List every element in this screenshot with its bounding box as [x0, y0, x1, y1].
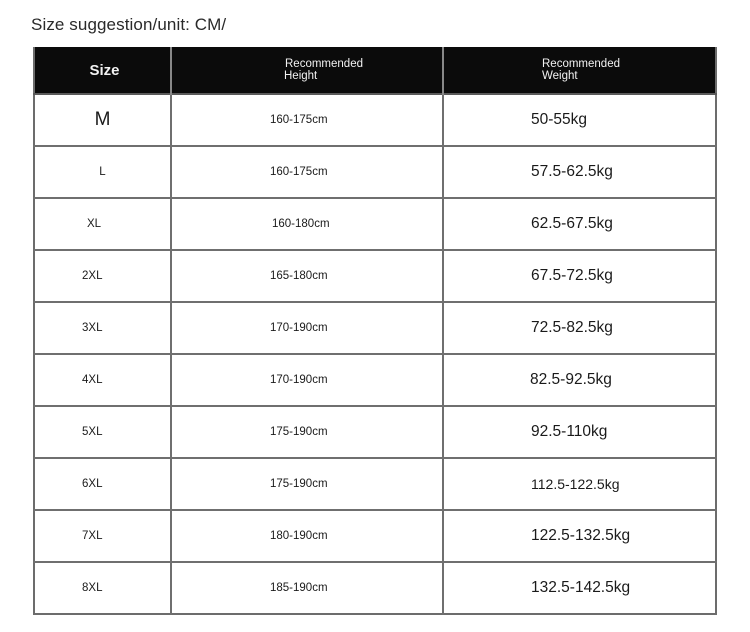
weight-cell: 50-55kg [443, 94, 716, 146]
weight-cell: 57.5-62.5kg [443, 146, 716, 198]
table-row [34, 406, 716, 458]
size-cell: 4XL [34, 354, 171, 406]
size-cell: 8XL [34, 562, 171, 614]
weight-cell: 122.5-132.5kg [443, 510, 716, 562]
size-cell: 3XL [34, 302, 171, 354]
size-cell: 6XL [34, 458, 171, 510]
height-column-header [171, 47, 443, 94]
height-cell: 175-190cm [171, 458, 443, 510]
weight-header-line2: Weight [542, 70, 578, 82]
weight-cell: 72.5-82.5kg [443, 302, 716, 354]
weight-cell: 67.5-72.5kg [443, 250, 716, 302]
size-suggestion-caption: Size suggestion/unit: CM/ [31, 15, 227, 34]
height-cell: 175-190cm [171, 406, 443, 458]
height-cell: 180-190cm [171, 510, 443, 562]
table-row [34, 94, 716, 146]
table-row [34, 302, 716, 354]
weight-cell: 82.5-92.5kg [443, 354, 716, 406]
size-chart-table [33, 47, 717, 615]
weight-header-line1: Recommended [542, 58, 620, 70]
weight-cell: 62.5-67.5kg [443, 198, 716, 250]
table-row [34, 250, 716, 302]
height-cell: 165-180cm [171, 250, 443, 302]
height-cell: 160-175cm [171, 146, 443, 198]
height-header-line1: Recommended [285, 58, 363, 70]
size-cell: L [34, 146, 171, 198]
table-row [34, 354, 716, 406]
table-header-row [34, 47, 716, 94]
height-cell: 185-190cm [171, 562, 443, 614]
height-cell: 160-175cm [171, 94, 443, 146]
table-row [34, 562, 716, 614]
weight-column-header [443, 47, 716, 94]
height-cell: 170-190cm [171, 302, 443, 354]
table-row [34, 510, 716, 562]
table-row [34, 198, 716, 250]
weight-cell: 112.5-122.5kg [443, 458, 716, 510]
size-cell: 2XL [34, 250, 171, 302]
table-row [34, 458, 716, 510]
table-row [34, 146, 716, 198]
height-cell: 160-180cm [171, 198, 443, 250]
height-cell: 170-190cm [171, 354, 443, 406]
size-cell: XL [34, 198, 171, 250]
size-cell: M [34, 94, 171, 146]
size-cell: 7XL [34, 510, 171, 562]
weight-cell: 92.5-110kg [443, 406, 716, 458]
weight-cell: 132.5-142.5kg [443, 562, 716, 614]
size-cell: 5XL [34, 406, 171, 458]
height-header-line2: Height [284, 70, 318, 82]
size-column-header: Size [34, 47, 171, 94]
